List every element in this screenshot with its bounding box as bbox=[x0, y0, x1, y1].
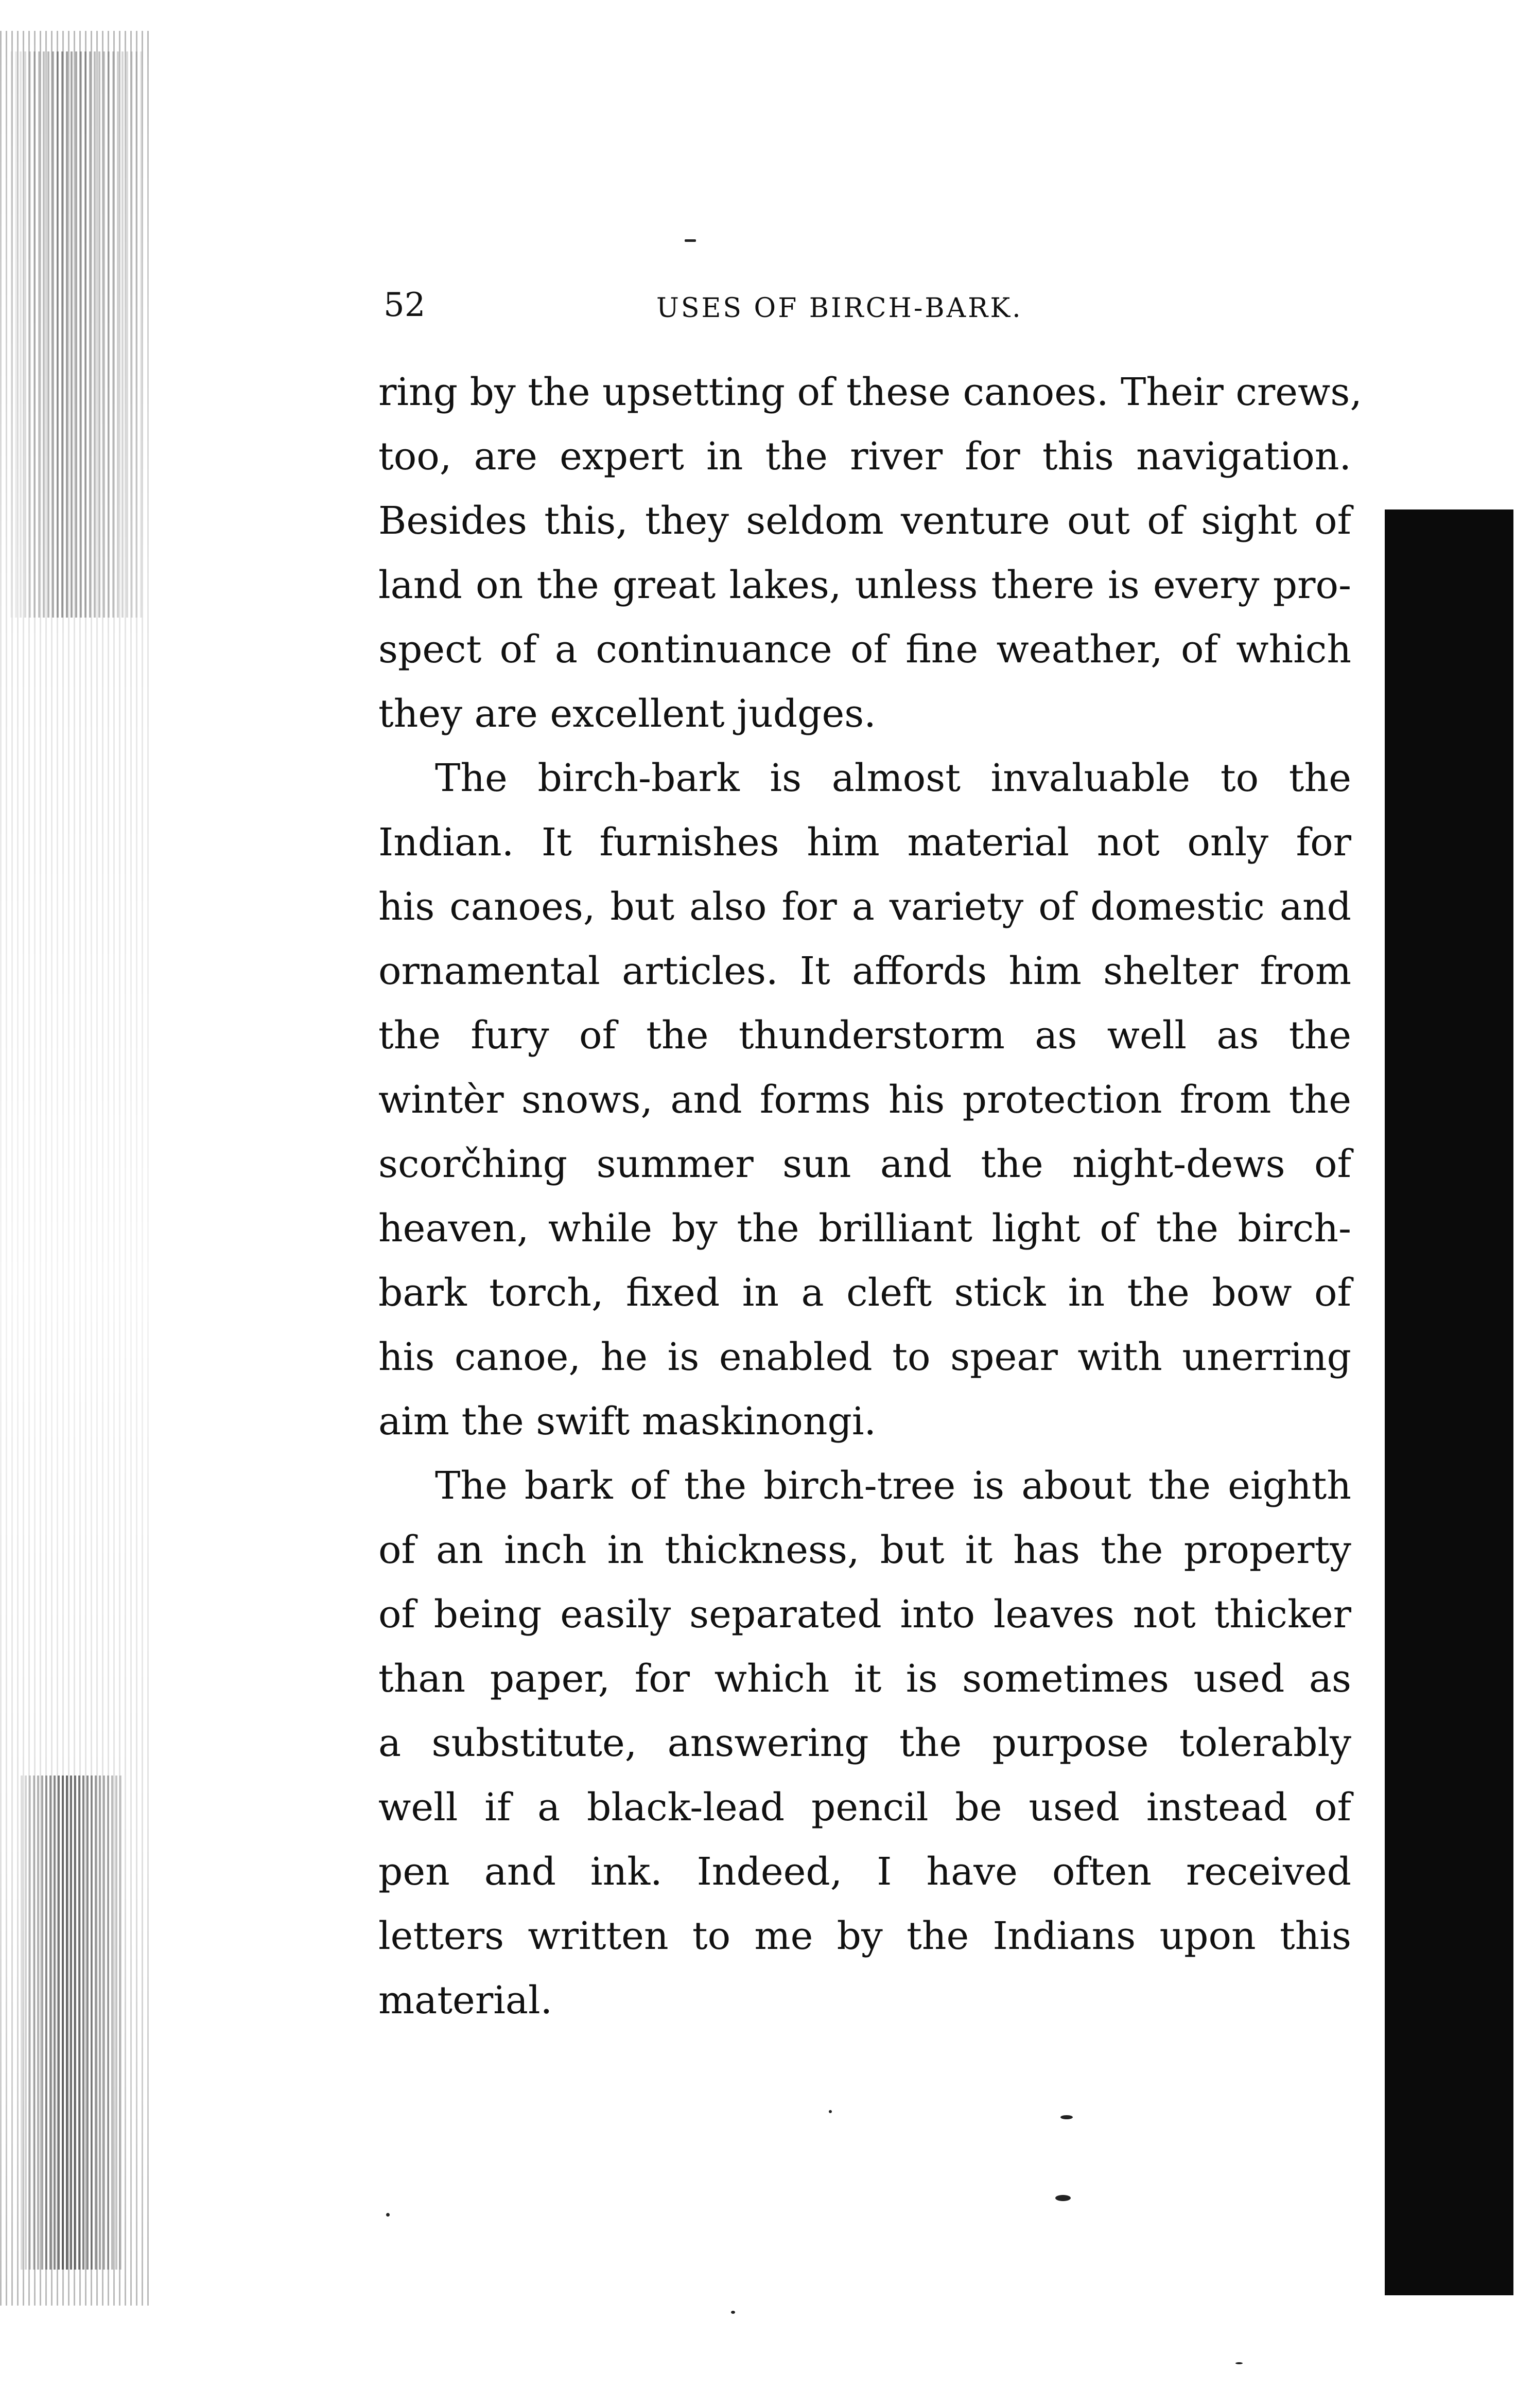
text-line: his canoes, but also for a variety of domestic and bbox=[378, 885, 1351, 929]
scan-speck bbox=[1055, 2195, 1071, 2201]
text-line: heaven, while by the brilliant light of the birch- bbox=[378, 1206, 1351, 1251]
scan-speck bbox=[685, 239, 696, 242]
text-line: of being easily separated into leaves not thicker bbox=[378, 1592, 1351, 1637]
body-text bbox=[378, 360, 1362, 2033]
text-line: ring by the upsetting of these canoes. Their crews, bbox=[378, 370, 1362, 414]
text-line: land on the great lakes, unless there is every pro- bbox=[378, 563, 1351, 607]
page-number: 52 bbox=[384, 286, 426, 324]
text-line: Besides this, they seldom venture out of sight of bbox=[378, 499, 1351, 543]
paragraph bbox=[378, 1454, 1351, 2033]
scan-gutter-noise-top bbox=[10, 51, 144, 618]
text-line: The birch-bark is almost invaluable to the bbox=[435, 756, 1351, 800]
text-line: aim the swift maskinongi. bbox=[378, 1399, 877, 1444]
text-line: too, are expert in the river for this navigation. bbox=[378, 434, 1351, 479]
text-line: wintèr snows, and forms his protection from the bbox=[378, 1078, 1351, 1122]
text-line: well if a black-lead pencil be used instead of bbox=[378, 1785, 1351, 1830]
text-line: the fury of the thunderstorm as well as the bbox=[378, 1013, 1351, 1058]
scan-gutter-noise-bottom bbox=[21, 1776, 124, 2270]
text-line: The bark of the birch-tree is about the eighth bbox=[435, 1464, 1351, 1508]
text-line: spect of a continuance of fine weather, of which bbox=[378, 627, 1351, 672]
text-line: of an inch in thickness, but it has the property bbox=[378, 1528, 1351, 1572]
scan-speck bbox=[829, 2110, 832, 2113]
text-line: letters written to me by the Indians upon this bbox=[378, 1914, 1351, 1958]
scan-speck bbox=[1060, 2115, 1073, 2119]
scan-speck bbox=[386, 2213, 390, 2217]
text-line: bark torch, fixed in a cleft stick in the bow of bbox=[378, 1271, 1351, 1315]
text-line: scorčhing summer sun and the night-dews of bbox=[378, 1142, 1351, 1186]
text-line: pen and ink. Indeed, I have often received bbox=[378, 1850, 1351, 1894]
text-line: Indian. It furnishes him material not only for bbox=[378, 820, 1351, 865]
scan-speck bbox=[1235, 2362, 1243, 2364]
page-header bbox=[384, 282, 1362, 328]
scan-edge-black-bar bbox=[1385, 509, 1513, 2295]
text-line: his canoe, he is enabled to spear with unerring bbox=[378, 1335, 1351, 1379]
paragraph bbox=[378, 360, 1362, 746]
text-line: than paper, for which it is sometimes used as bbox=[378, 1657, 1351, 1701]
paragraph bbox=[378, 746, 1351, 1454]
text-line: material. bbox=[378, 1978, 553, 2023]
text-line: ornamental articles. It affords him shelter from bbox=[378, 949, 1351, 993]
running-head: USES OF BIRCH-BARK. bbox=[656, 293, 1023, 324]
text-line: they are excellent judges. bbox=[378, 692, 876, 736]
scan-speck bbox=[731, 2311, 735, 2314]
text-line: a substitute, answering the purpose tolerably bbox=[378, 1721, 1351, 1765]
